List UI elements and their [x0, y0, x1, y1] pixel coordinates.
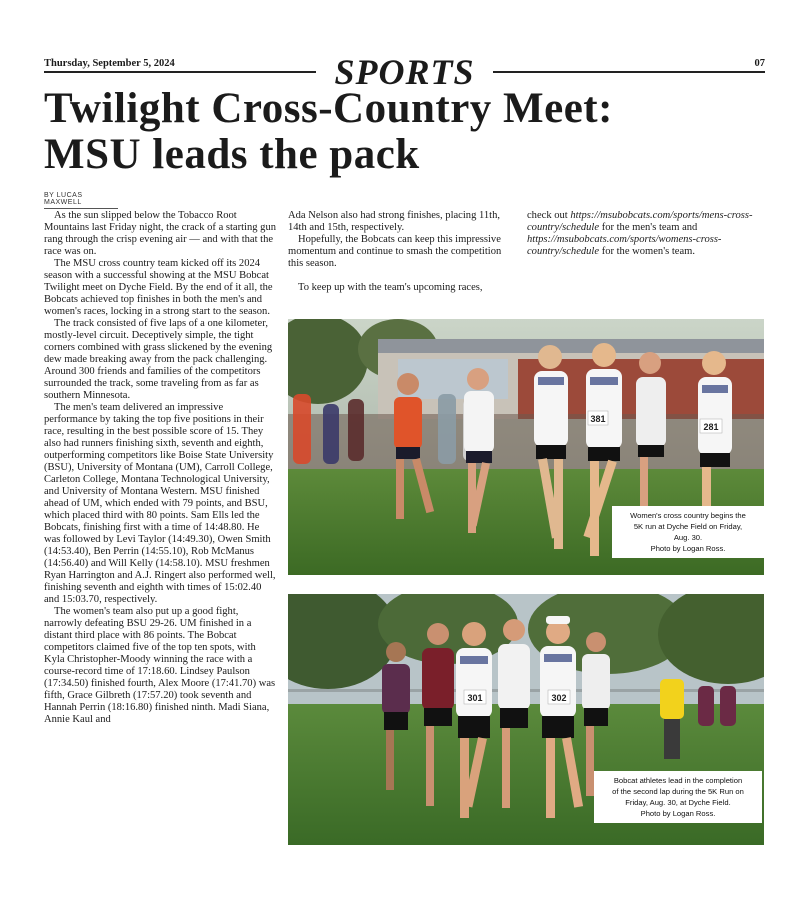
caption-line: Aug. 30. [673, 533, 703, 542]
bib-number: 301 [467, 693, 483, 703]
paragraph: To keep up with the team's upcoming races, [298, 282, 483, 293]
article-column-1 [44, 210, 276, 850]
caption-line: 5K run at Dyche Field on Friday, [633, 522, 743, 531]
issue-date: Thursday, September 5, 2024 [44, 58, 175, 69]
caption-line: of the second lap during the 5K Run on [612, 787, 744, 796]
mens-race-photo [288, 594, 764, 845]
headline-line-1: Twilight Cross-Country Meet: [44, 85, 613, 132]
photo-credit: Photo by Logan Ross. [650, 544, 726, 553]
paragraph: The MSU cross country team kicked off its 2024 season with a successful showing at the MSU Bobcat Twilight meet on Dyche Field. By the end of it all, the Bobcats achieved top finishes in both the men's and women's races, locking in a strong start to the season. [44, 258, 273, 317]
bib-number: 381 [590, 414, 606, 424]
photo-caption [612, 506, 764, 558]
paragraph: As the sun slipped below the Tobacco Root Mountains last Friday night, the crack of a starting gun rang through the crisp evening air — and with that the race was on. [44, 210, 276, 257]
text: for the women's team. [601, 246, 695, 257]
article-column-3 [527, 210, 759, 258]
paragraph: The track consisted of five laps of a one kilometer, mostly-level circuit. Deceptively simple, the tight corners combined with grass slickened by the evening dew made breaking away from the pack challenging. Around 300 friends and families of the competitors surrounded the track, some traveling from as far as southern Minnesota. [44, 318, 273, 401]
caption-line: Bobcat athletes lead in the completion [613, 776, 743, 785]
text: for the men's team and [601, 222, 698, 233]
paragraph: The men's team delivered an impressive performance by taking the top five positions in their race, resulting in the best possible score of 15. They also had runners finishing sixth, seventh and eighth, outperforming competitors like Boise State University (BSU), University of Montana (UM), Carroll College, Carleton College, Montana Technological University, and University of Montana Western. MSU finished ahead of UM, which ended with 79 points, and BSU, which placed third with 80 points. Sam Ells led the Bobcats, finishing first with a time of 14:48.80. He was followed by Levi Taylor (14:49.30), Owen Smith (14:53.40), Ben Perrin (14:55.10), Rob McManus (14:56.40) and Will Kelly (14:58.10). MSU freshmen Ryan Harrington and A.J. Ringert also performed well, finishing seventh and eighth with times of 15:02.40 and 15:03.70, respectively. [44, 402, 276, 605]
text: check out [527, 210, 568, 221]
page-number: 07 [754, 58, 765, 69]
caption-line: Friday, Aug. 30, at Dyche Field. [625, 798, 731, 807]
womens-schedule-link[interactable]: https://msubobcats.com/sports/womens-cross-country/schedule [527, 234, 722, 257]
header-rule-right [493, 71, 765, 73]
paragraph: Ada Nelson also had strong finishes, placing 11th, 14th and 15th, respectively. [288, 210, 500, 233]
paragraph: The women's team also put up a good fight, narrowly defeating BSU 29-26. UM finished in a distant third place with 86 points. The Bobcat competitors claimed five of the top ten spots, with Kyla Christopher-Moody winning the race with a course-record time of 17:18.60. Lindsey Paulson (17:34.50) finished fourth, Alex Moore (17:41.70) was fifth, Grace Gilbreth (17:57.20) took seventh and Hannah Perrin (18:16.80) finished ninth. Madi Siana, Annie Kaul and [44, 606, 276, 725]
headline-line-2: MSU leads the pack [44, 131, 420, 178]
photo-caption [594, 771, 762, 823]
section-title: SPORTS [334, 52, 475, 92]
photo-credit: Photo by Logan Ross. [640, 809, 716, 818]
paragraph [527, 210, 759, 258]
mens-schedule-link[interactable]: https://msubobcats.com/sports/mens-cross-country/schedule [527, 210, 753, 233]
byline: BY LUCAS MAXWELL [44, 192, 118, 209]
bib-number: 302 [551, 693, 567, 703]
article-column-2 [288, 210, 510, 294]
bib-number: 281 [703, 422, 719, 432]
article-headline [44, 86, 764, 178]
paragraph: Hopefully, the Bobcats can keep this impressive momentum and continue to smash the competition this season. [288, 234, 502, 269]
caption-line: Women's cross country begins the [630, 511, 746, 520]
womens-race-photo [288, 319, 764, 575]
